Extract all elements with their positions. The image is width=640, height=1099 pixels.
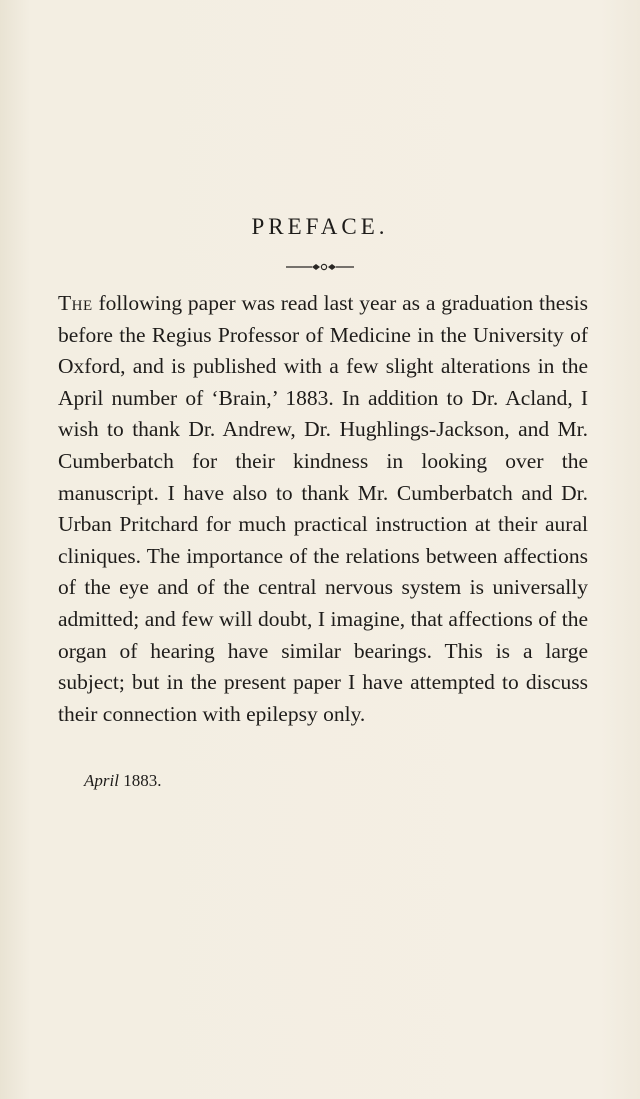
ornament-divider-icon [286, 262, 354, 272]
paragraph-text: following paper was read last year as a graduation thesis before the Regius Professor of Medicine in the University of Oxford, and is published with a few slight alterations in the April number of ‘Brain,’ 1883. In addition to Dr. Acland, I wish to thank Dr. Andrew, Dr. Hughlings-Jackson, and Mr. Cumberbatch for their kindness in looking over the manuscript. I have also to thank Mr. Cumberbatch and Dr. Urban Pritchard for much practical instruction at their aural cliniques. The importance of the relations between affections of the eye and of the central nervous system is universally admitted; and few will doubt, I imagine, that affections of the organ of hearing have similar bearings. This is a large subject; but in the present paper I have attempted to discuss their connection with epilepsy only. [58, 291, 588, 726]
date-year: 1883. [123, 771, 162, 790]
preface-paragraph [58, 288, 588, 730]
date-month: April [84, 771, 119, 790]
lead-word: The [58, 291, 93, 315]
preface-date [84, 771, 161, 791]
preface-heading: PREFACE. [251, 214, 389, 239]
